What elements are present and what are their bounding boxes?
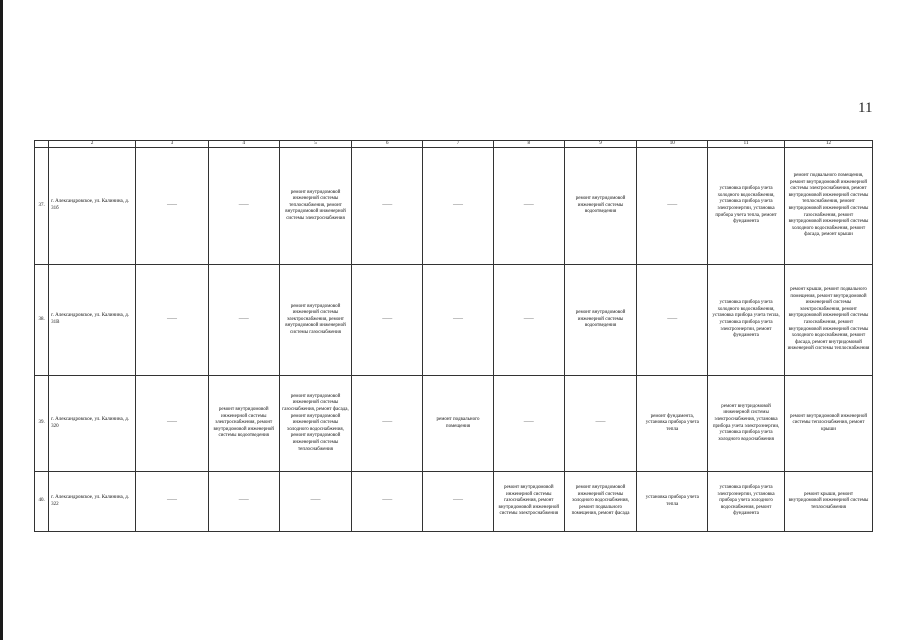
cell-col-9: ремонт внутридомовой инженерной системы холодного водоснабжения, ремонт подвального помещения, ремонт фасада bbox=[564, 472, 637, 532]
row-number: 40. bbox=[35, 472, 49, 532]
cell-col-6: —— bbox=[352, 472, 423, 532]
cell-col-3: —— bbox=[136, 376, 209, 472]
page-number: 11 bbox=[858, 100, 873, 116]
cell-col-12: ремонт крыши, ремонт внутридомовой инженерной системы теплоснабжения bbox=[784, 472, 872, 532]
cell-col-10: установка прибора учета тепла bbox=[637, 472, 708, 532]
cell-col-9: —— bbox=[564, 376, 637, 472]
header-row bbox=[35, 141, 873, 148]
header-cell: 7 bbox=[423, 141, 494, 148]
cell-col-12: ремонт крыши, ремонт подвального помещения, ремонт внутридомовой инженерной системы электроснабжения, ремонт внутридомовой инженерной системы газоснабжения, ремонт внутридомовой инженерной системы холодного водоснабжения, ремонт фасада, ремонт внутридомовой инженерной системы теплоснабжения bbox=[784, 265, 872, 376]
header-cell: 10 bbox=[637, 141, 708, 148]
cell-col-9: ремонт внутридомовой инженерной системы водоотведения bbox=[564, 265, 637, 376]
cell-col-6: —— bbox=[352, 376, 423, 472]
cell-col-10: —— bbox=[637, 265, 708, 376]
cell-col-7: —— bbox=[423, 148, 494, 265]
table-row bbox=[35, 148, 873, 265]
row-address: г. Александровское, ул. Калинина, д. 322 bbox=[49, 472, 136, 532]
row-address: г. Александровское, ул. Калинина, д. 31б bbox=[49, 148, 136, 265]
cell-col-4: —— bbox=[208, 265, 279, 376]
works-table bbox=[34, 140, 873, 532]
header-cell: 8 bbox=[493, 141, 564, 148]
header-cell: 9 bbox=[564, 141, 637, 148]
header-cell: 4 bbox=[208, 141, 279, 148]
header-cell: 3 bbox=[136, 141, 209, 148]
header-cell: 5 bbox=[279, 141, 352, 148]
table-row bbox=[35, 376, 873, 472]
row-number: 39. bbox=[35, 376, 49, 472]
cell-col-8: —— bbox=[493, 265, 564, 376]
page-left-edge bbox=[0, 0, 3, 640]
cell-col-11: установка прибора учета холодного водоснабжения, установка прибора учета электроэнергии, установка прибора учета тепла, ремонт фундамента bbox=[708, 148, 785, 265]
cell-col-3: —— bbox=[136, 148, 209, 265]
table-row bbox=[35, 472, 873, 532]
row-address: г. Александровское, ул. Калинина, д. 320 bbox=[49, 376, 136, 472]
cell-col-9: ремонт внутридомовой инженерной системы водоотведения bbox=[564, 148, 637, 265]
cell-col-6: —— bbox=[352, 148, 423, 265]
row-address: г. Александровское, ул. Калинина, д. 31В bbox=[49, 265, 136, 376]
cell-col-7: —— bbox=[423, 265, 494, 376]
cell-col-4: —— bbox=[208, 148, 279, 265]
cell-col-7: —— bbox=[423, 472, 494, 532]
cell-col-3: —— bbox=[136, 265, 209, 376]
cell-col-10: ремонт фундамента, установка прибора учета тепла bbox=[637, 376, 708, 472]
cell-col-8: —— bbox=[493, 148, 564, 265]
cell-col-6: —— bbox=[352, 265, 423, 376]
cell-col-4: ремонт внутридомовой инженерной системы электроснабжения, ремонт внутридомовой инженерной системы водоотведения bbox=[208, 376, 279, 472]
row-number: 38. bbox=[35, 265, 49, 376]
cell-col-5: ремонт внутридомовой инженерной системы электроснабжения, ремонт внутридомовой инженерной системы газоснабжения bbox=[279, 265, 352, 376]
cell-col-5: ремонт внутридомовой инженерной системы теплоснабжения, ремонт внутридомовой инженерной системы электроснабжения bbox=[279, 148, 352, 265]
cell-col-11: установка прибора учета холодного водоснабжения, установка прибора учета тепла, установка прибора учета электроэнергии, ремонт фундамента bbox=[708, 265, 785, 376]
cell-col-5: ремонт внутридомовой инженерной системы газоснабжения, ремонт фасада, ремонт внутридомовой инженерной системы холодного водоснабжения, ремонт внутридомовой инженерной системы теплоснабжения bbox=[279, 376, 352, 472]
cell-col-8: ремонт внутридомовой инженерной системы газоснабжения, ремонт внутридомовой инженерной системы электроснабжения bbox=[493, 472, 564, 532]
header-cell bbox=[35, 141, 49, 148]
cell-col-8: —— bbox=[493, 376, 564, 472]
cell-col-12: ремонт внутридомовой инженерной системы теплоснабжения, ремонт крыши bbox=[784, 376, 872, 472]
cell-col-7: ремонт подвального помещения bbox=[423, 376, 494, 472]
header-cell: 12 bbox=[784, 141, 872, 148]
cell-col-5: —— bbox=[279, 472, 352, 532]
header-cell: 6 bbox=[352, 141, 423, 148]
row-number: 37. bbox=[35, 148, 49, 265]
header-cell: 11 bbox=[708, 141, 785, 148]
cell-col-3: —— bbox=[136, 472, 209, 532]
cell-col-12: ремонт подвального помещения, ремонт внутридомовой инженерной системы электроснабжения, ремонт внутридомовой инженерной системы теплоснабжения, ремонт внутридомовой инженерной системы газоснабжения, ремонт внутридомовой инженерной системы холодного водоснабжения, ремонт фасада, ремонт крыши bbox=[784, 148, 872, 265]
header-cell: 2 bbox=[49, 141, 136, 148]
table-row bbox=[35, 265, 873, 376]
cell-col-11: ремонт внутридомовой инженерной системы электроснабжения, установка прибора учета электроэнергии, установка прибора учета холодного водоснабжения bbox=[708, 376, 785, 472]
cell-col-4: —— bbox=[208, 472, 279, 532]
cell-col-10: —— bbox=[637, 148, 708, 265]
cell-col-11: установка прибора учета электроэнергии, установка прибора учета холодного водоснабжения, ремонт фундамента bbox=[708, 472, 785, 532]
